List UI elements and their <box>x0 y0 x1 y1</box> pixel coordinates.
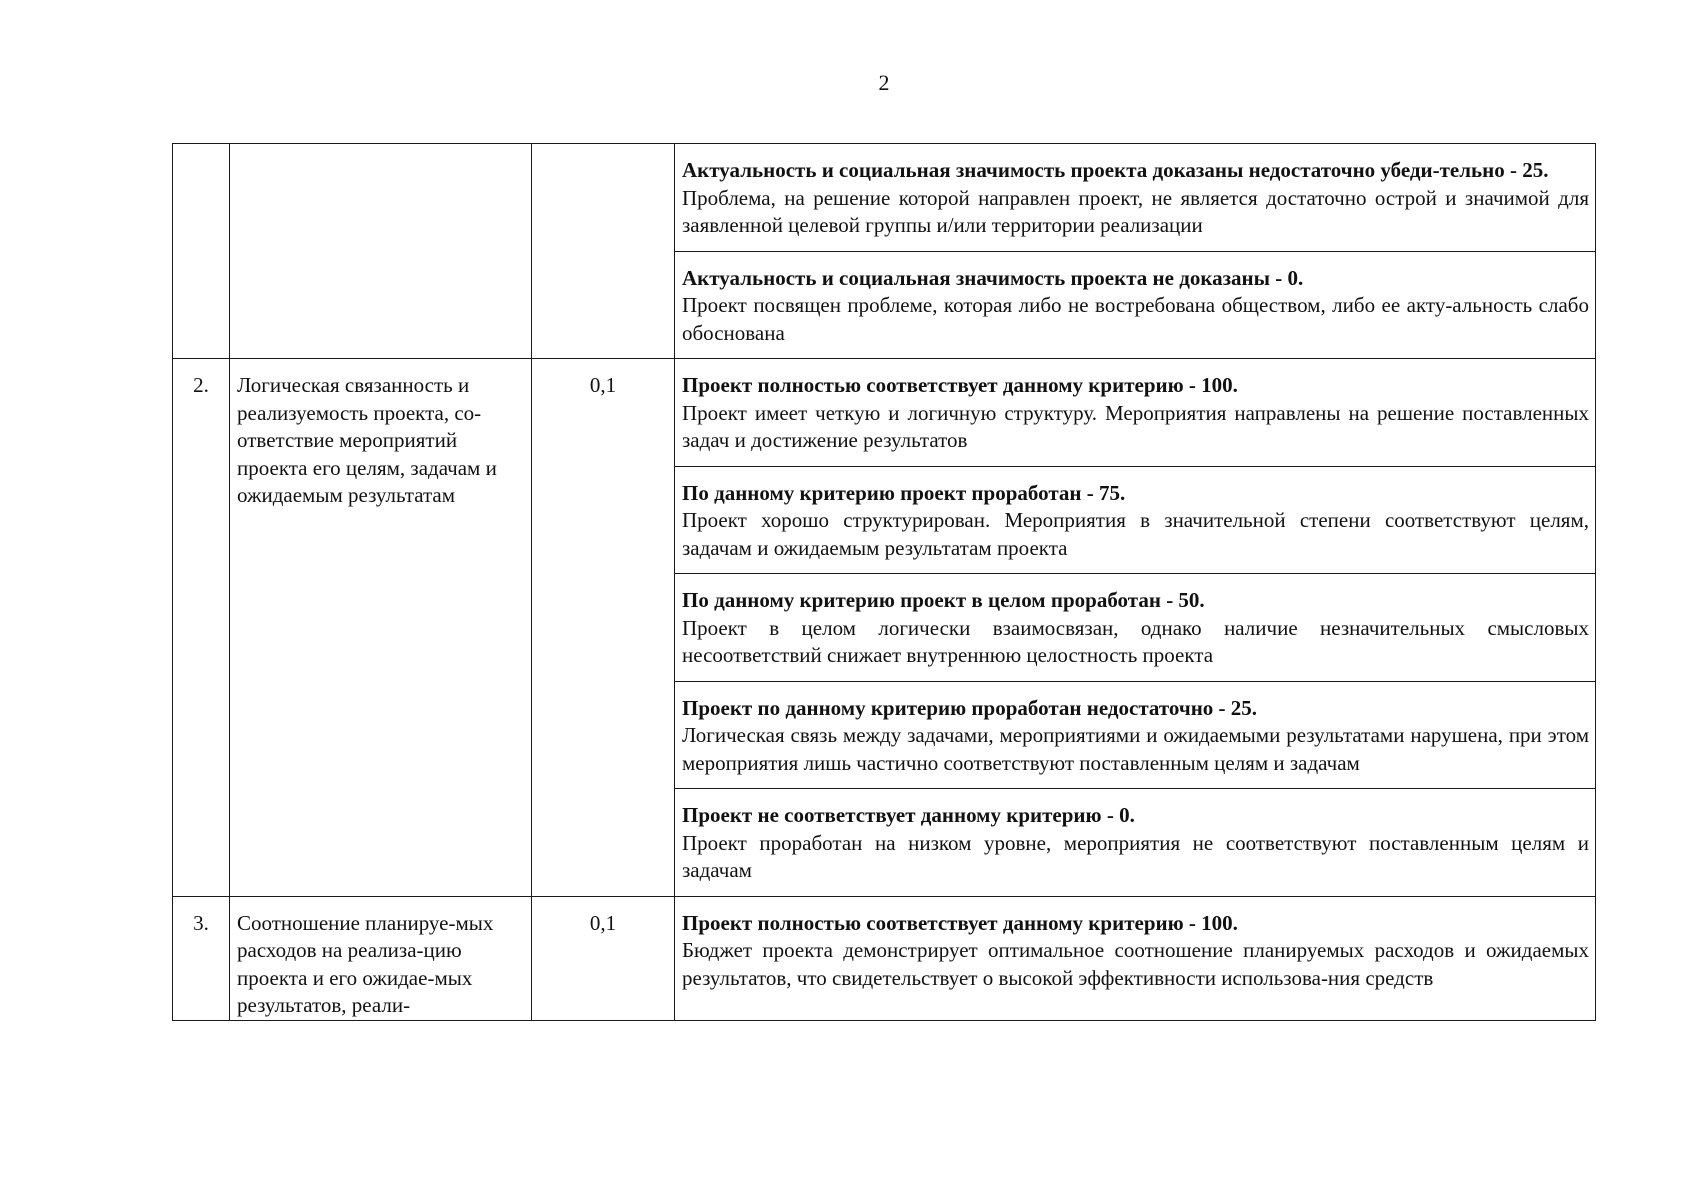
score-level-cell <box>675 144 1596 252</box>
score-level-cell <box>675 789 1596 897</box>
score-level-title: По данному критерию проект проработан - 75. <box>682 480 1126 505</box>
criterion-number-cell <box>173 144 230 359</box>
score-level-cell <box>675 251 1596 359</box>
score-level-description: Проект хорошо структурирован. Мероприятия в значительной степени соответствуют целям, задачам и ожидаемым результатам проекта <box>682 508 1589 560</box>
criterion-name-cell <box>230 144 532 359</box>
criterion-weight-cell: 0,1 <box>532 896 675 1020</box>
score-level-cell <box>675 681 1596 789</box>
criterion-name-cell: Соотношение планируе-мых расходов на реализа-цию проекта и его ожидае-мых результатов, реали- <box>230 896 532 1020</box>
page-number: 2 <box>878 70 890 95</box>
score-level-title: Актуальность и социальная значимость проекта доказаны недостаточно убеди-тельно - 25. <box>682 158 1549 182</box>
criterion-number-cell: 2. <box>173 359 230 897</box>
score-level-description: Проект проработан на низком уровне, мероприятия не соответствуют поставленным целям и задачам <box>682 830 1589 882</box>
criterion-name-cell: Логическая связанность и реализуемость проекта, со-ответствие мероприятий проекта его целям, задачам и ожидаемым результатам <box>230 359 532 897</box>
score-level-description: Проблема, на решение которой направлен проект, не является достаточно острой и значимой для заявленной целевой группы и/или территории реализации <box>682 185 1589 237</box>
score-level-description: Проект посвящен проблеме, которая либо не востребована обществом, либо ее акту-альность слабо обоснована <box>682 293 1589 345</box>
criterion-number-cell: 3. <box>173 896 230 1020</box>
score-level-title: По данному критерию проект в целом проработан - 50. <box>682 588 1205 612</box>
score-level-description: Проект имеет четкую и логичную структуру. Мероприятия направлены на решение поставленных задач и достижение результатов <box>682 400 1589 452</box>
table-row <box>173 896 1596 1020</box>
score-level-description: Проект в целом логически взаимосвязан, однако наличие незначительных смысловых несоответствий снижает внутреннюю целостность проекта <box>682 615 1589 667</box>
criterion-weight-cell <box>532 144 675 359</box>
score-level-title: Проект по данному критерию проработан недостаточно - 25. <box>682 695 1258 720</box>
score-level-title: Актуальность и социальная значимость проекта не доказаны - 0. <box>682 265 1304 290</box>
score-level-cell <box>675 466 1596 574</box>
evaluation-criteria-table <box>172 143 1596 1021</box>
score-level-description: Бюджет проекта демонстрирует оптимальное соотношение планируемых расходов и ожидаемых результатов, что свидетельствует о высокой эффективности использова-ния средств <box>682 938 1589 990</box>
score-level-description: Логическая связь между задачами, мероприятиями и ожидаемыми результатами нарушена, при этом мероприятия лишь частично соответствуют поставленным целям и задачам <box>682 723 1589 775</box>
table-row <box>173 144 1596 252</box>
score-level-title: Проект полностью соответствует данному критерию - 100. <box>682 910 1238 935</box>
score-level-cell <box>675 359 1596 467</box>
table-row <box>173 359 1596 467</box>
score-level-cell <box>675 896 1596 1020</box>
score-level-title: Проект не соответствует данному критерию - 0. <box>682 803 1135 827</box>
criterion-weight-cell: 0,1 <box>532 359 675 897</box>
score-level-cell <box>675 574 1596 682</box>
score-level-title: Проект полностью соответствует данному критерию - 100. <box>682 373 1238 397</box>
